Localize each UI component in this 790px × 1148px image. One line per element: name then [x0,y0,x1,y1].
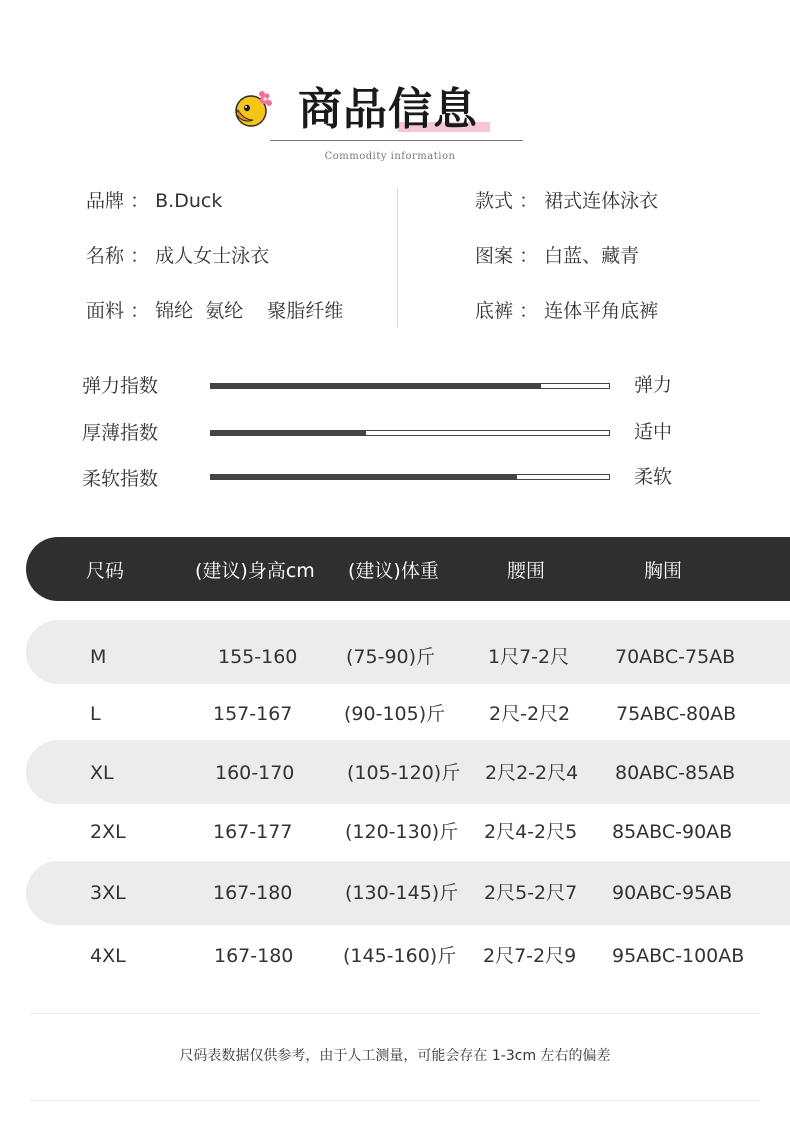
info-label: 品牌 [86,190,125,212]
info-style [475,189,658,213]
softness-bar-fill [211,475,517,479]
info-sep: ： [130,245,150,267]
elasticity-label: 弹力指数 [82,375,159,397]
table-cell-weight: (90-105)斤 [344,703,446,725]
table-cell-bust: 70ABC-75AB [615,646,736,668]
info-brand [86,189,222,213]
info-label: 款式 [475,190,514,212]
info-label: 底裤 [475,300,514,322]
table-cell-size: 2XL [90,821,126,843]
info-value: B.Duck [155,190,223,212]
divider [30,1100,760,1101]
table-cell-bust: 75ABC-80AB [616,703,737,725]
elasticity-bar-fill [211,384,541,388]
table-cell-height: 167-180 [213,882,293,904]
table-cell-waist: 1尺7-2尺 [488,646,570,668]
table-cell-height: 160-170 [215,762,295,784]
info-fabric [86,299,343,323]
info-sep: ： [130,190,150,212]
thickness-label: 厚薄指数 [82,422,159,444]
thickness-bar-fill [211,431,366,435]
disclaimer-note: 尺码表数据仅供参考，由于人工测量，可能会存在 1-3cm 左右的偏差 [179,1048,611,1064]
info-pattern [475,244,639,268]
info-label: 面料 [86,300,125,322]
duck-icon [232,90,272,128]
col-header-height: (建议)身高cm [195,560,315,582]
info-sep: ： [130,300,150,322]
info-bottom [475,299,658,323]
table-cell-weight: (75-90)斤 [346,646,436,668]
col-header-weight: (建议)体重 [348,560,439,582]
table-cell-waist: 2尺-2尺2 [489,703,571,725]
table-cell-size: 4XL [90,945,126,967]
info-column-divider [397,188,398,328]
info-value: 白蓝、藏青 [544,245,640,267]
info-sep: ： [519,245,539,267]
col-header-waist: 腰围 [507,560,546,582]
elasticity-value: 弹力 [634,374,673,396]
divider [30,1013,760,1014]
table-cell-bust: 85ABC-90AB [612,821,733,843]
col-header-bust: 胸围 [644,560,683,582]
table-cell-waist: 2尺7-2尺9 [483,945,577,967]
info-sep: ： [519,190,539,212]
info-value: 成人女士泳衣 [155,245,270,267]
softness-bar [210,474,610,480]
table-cell-height: 157-167 [213,703,293,725]
info-value: 连体平角底裤 [544,300,659,322]
softness-label: 柔软指数 [82,468,159,490]
table-cell-bust: 80ABC-85AB [615,762,736,784]
info-sep: ： [519,300,539,322]
table-cell-size: XL [90,762,114,784]
elasticity-bar [210,383,610,389]
table-cell-waist: 2尺4-2尺5 [484,821,578,843]
table-cell-bust: 90ABC-95AB [612,882,733,904]
table-cell-weight: (130-145)斤 [345,882,459,904]
info-label: 名称 [86,245,125,267]
info-value: 裙式连体泳衣 [544,190,659,212]
table-cell-weight: (145-160)斤 [343,945,457,967]
table-cell-waist: 2尺2-2尺4 [485,762,579,784]
thickness-bar [210,430,610,436]
table-cell-height: 167-180 [214,945,294,967]
info-name [86,244,269,268]
table-cell-height: 167-177 [213,821,293,843]
info-value: 锦纶 氨纶 聚脂纤维 [155,300,344,322]
table-cell-weight: (120-130)斤 [345,821,459,843]
table-cell-size: M [90,646,107,668]
table-cell-bust: 95ABC-100AB [612,945,745,967]
info-label: 图案 [475,245,514,267]
table-cell-height: 155-160 [218,646,298,668]
thickness-value: 适中 [634,421,673,443]
softness-value: 柔软 [634,466,673,488]
table-cell-size: L [90,703,101,725]
table-cell-waist: 2尺5-2尺7 [484,882,578,904]
table-cell-size: 3XL [90,882,126,904]
page-subtitle: Commodity information [324,151,456,162]
col-header-size: 尺码 [86,560,125,582]
title-divider [270,140,523,141]
page-title: 商品信息 [298,84,478,135]
table-cell-weight: (105-120)斤 [347,762,461,784]
